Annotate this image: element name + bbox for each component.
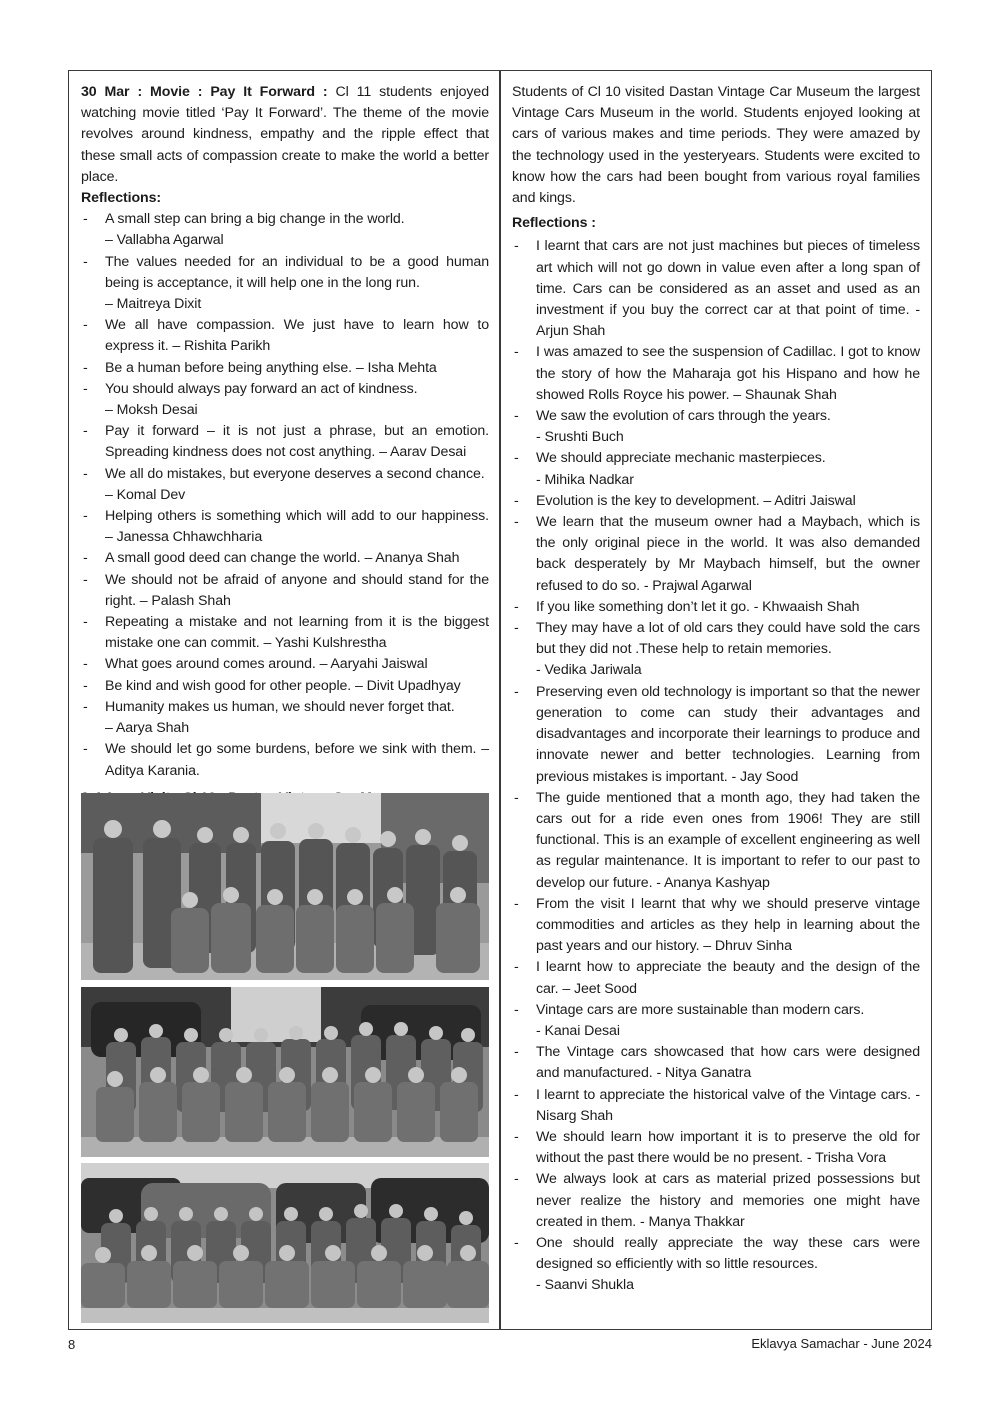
- reflection-text: Vintage cars are more sustainable than modern cars.: [536, 1001, 865, 1018]
- left-column: [81, 82, 489, 813]
- reflection-item: [81, 548, 489, 569]
- reflection-author: – Aarav Desai: [379, 444, 467, 461]
- reflection-text: You should always pay forward an act of kindness.: [105, 380, 418, 397]
- reflection-item: [512, 957, 920, 999]
- reflection-item: [512, 342, 920, 406]
- reflection-item: [512, 1085, 920, 1127]
- bullet-dash: -: [514, 1044, 519, 1061]
- reflection-author: - Jay Sood: [731, 768, 799, 785]
- reflection-text: Helping others is something which will add to our happiness.: [105, 508, 489, 525]
- bullet-dash: -: [83, 571, 88, 588]
- reflection-item: [81, 421, 489, 463]
- reflection-text: One should really appreciate the way these cars were designed so efficiently with so little resources.: [536, 1234, 920, 1273]
- reflection-item: [81, 464, 489, 506]
- reflection-item: [512, 448, 920, 490]
- reflection-author: - Saanvi Shukla: [536, 1277, 634, 1294]
- reflection-item: [81, 612, 489, 654]
- bullet-dash: -: [514, 344, 519, 361]
- reflection-text: The values needed for an individual to be a good human being is acceptance, it will help one in the long run.: [105, 253, 489, 291]
- museum-intro: Students of Cl 10 visited Dastan Vintage Car Museum the largest Vintage Cars Museum in the world. Students enjoyed looking at cars of various makes and time periods. They were amazed by the technology used in the yesteryears. Students were excited to know how the cars had been bought from various royal families and kings.: [512, 84, 920, 207]
- bullet-dash: -: [83, 253, 88, 270]
- bullet-dash: -: [514, 683, 519, 700]
- bullet-dash: -: [83, 423, 88, 440]
- bullet-dash: -: [83, 656, 88, 673]
- reflection-text: I learnt to appreciate the historical valve of the Vintage cars.: [536, 1086, 911, 1103]
- movie-intro: [81, 82, 489, 188]
- movie-title: 30 Mar : Movie : Pay It Forward :: [81, 84, 328, 100]
- reflection-author: - Khwaaish Shah: [753, 598, 860, 615]
- museum-reflections-label: Reflections :: [512, 215, 596, 232]
- reflection-text: We should let go some burdens, before we sink with them. –: [105, 741, 489, 758]
- reflection-author: - Arjun Shah: [536, 302, 920, 340]
- reflection-author: - Manya Thakkar: [639, 1213, 745, 1230]
- reflection-text: We should appreciate mechanic masterpieces.: [536, 450, 826, 467]
- reflection-item: [81, 697, 489, 739]
- reflection-item: [512, 682, 920, 788]
- bullet-dash: -: [514, 238, 519, 255]
- reflection-item: [81, 506, 489, 548]
- reflection-author: – Maitreya Dixit: [105, 296, 202, 313]
- reflection-text: We should not be afraid of anyone and should stand for the right.: [105, 571, 489, 609]
- reflection-text: We always look at cars as material prized possessions but never realize the history and memories one might have created in them.: [536, 1171, 920, 1230]
- movie-intro-text: Cl 11 students enjoyed watching movie titled ‘Pay It Forward’. The theme of the movie revolves around kindness, empathy and the ripple effect that these small acts of compassion create to make the world a better place.: [81, 84, 489, 185]
- movie-reflections-list: [81, 209, 489, 781]
- reflection-author: – Yashi Kulshrestha: [263, 635, 387, 652]
- right-column: [512, 82, 920, 1297]
- reflection-author: - Prajwal Agarwal: [643, 577, 752, 594]
- reflection-text: We all have compassion. We just have to learn how to express it.: [105, 317, 489, 355]
- bullet-dash: -: [83, 614, 88, 631]
- reflection-item: [512, 406, 920, 448]
- bullet-dash: -: [514, 450, 519, 467]
- reflection-author: - Srushti Buch: [536, 429, 624, 446]
- bullet-dash: -: [83, 677, 88, 694]
- reflection-item: [81, 676, 489, 697]
- reflection-author: – Isha Mehta: [355, 359, 437, 376]
- reflection-text: Be kind and wish good for other people.: [105, 677, 352, 694]
- reflection-text: They may have a lot of old cars they could have sold the cars but they did not .These help to retain memories.: [536, 620, 920, 658]
- reflection-author: - Kanai Desai: [536, 1022, 620, 1039]
- reflection-text: A small good deed can change the world.: [105, 550, 361, 567]
- reflection-text: Pay it forward – it is not just a phrase, but an emotion. Spreading kindness does not cost anything.: [105, 423, 489, 461]
- reflection-text: I learnt that cars are not just machines but pieces of timeless art which will not go down in value even after a long span of time. Cars can be considered as an asset and used as an investment if you buy the correct car at that point of time.: [536, 238, 920, 319]
- reflection-author: – Jeet Sood: [562, 980, 637, 997]
- reflection-text: We all do mistakes, but everyone deserves a second chance.: [105, 465, 485, 482]
- reflection-author: – Moksh Desai: [105, 402, 198, 419]
- reflection-text: The Vintage cars showcased that how cars were designed and manufactured.: [536, 1044, 920, 1082]
- bullet-dash: -: [514, 959, 519, 976]
- photo-group-seated-cars: [81, 1163, 489, 1323]
- column-divider: [499, 70, 501, 1330]
- reflection-text: From the visit I learnt that why we should preserve vintage commodities and articles as they help in learning about the past years and our history.: [536, 895, 920, 955]
- reflection-item: [81, 252, 489, 316]
- reflection-item: [512, 236, 920, 342]
- reflection-author: - Trisha Vora: [806, 1150, 886, 1167]
- reflection-item: [512, 1169, 920, 1233]
- reflection-author: – Vallabha Agarwal: [105, 232, 224, 249]
- reflection-author: – Divit Upadhyay: [354, 677, 461, 694]
- bullet-dash: -: [514, 789, 519, 806]
- photo-group-vintage-cars: [81, 987, 489, 1157]
- reflection-item: [512, 1000, 920, 1042]
- bullet-dash: -: [83, 508, 88, 525]
- reflection-author: – Rishita Parikh: [172, 338, 271, 355]
- reflection-text: What goes around comes around.: [105, 656, 316, 673]
- reflection-item: [512, 512, 920, 597]
- bullet-dash: -: [514, 598, 519, 615]
- museum-reflections-list: [512, 236, 920, 1296]
- reflection-text: I learnt how to appreciate the beauty and the design of the car.: [536, 959, 920, 997]
- bullet-dash: -: [514, 514, 519, 531]
- reflection-author: - Nitya Ganatra: [656, 1065, 752, 1082]
- bullet-dash: -: [514, 895, 519, 912]
- reflection-item: [512, 1233, 920, 1297]
- bullet-dash: -: [83, 741, 88, 758]
- reflection-author: – Aarya Shah: [105, 720, 189, 737]
- reflection-item: [81, 739, 489, 781]
- reflection-text: A small step can bring a big change in the world.: [105, 211, 405, 228]
- bullet-dash: -: [514, 1086, 519, 1103]
- reflection-text: Humanity makes us human, we should never forget that.: [105, 698, 455, 715]
- reflection-item: [512, 618, 920, 682]
- reflection-author: - Nisarg Shah: [536, 1086, 920, 1124]
- bullet-dash: -: [83, 465, 88, 482]
- reflection-author: - Mihika Nadkar: [536, 471, 634, 488]
- bullet-dash: -: [514, 620, 519, 637]
- reflection-item: [81, 379, 489, 421]
- bullet-dash: -: [83, 317, 88, 334]
- reflection-item: [512, 491, 920, 512]
- bullet-dash: -: [83, 359, 88, 376]
- page-number: 8: [68, 1337, 76, 1352]
- bullet-dash: -: [514, 408, 519, 425]
- bullet-dash: -: [514, 1128, 519, 1145]
- reflection-author: – Aaryahi Jaiswal: [319, 656, 428, 673]
- reflection-author: – Aditri Jaiswal: [763, 492, 856, 509]
- reflection-item: [512, 1042, 920, 1084]
- movie-reflections-label: Reflections:: [81, 190, 161, 207]
- photo-group-outdoors: [81, 793, 489, 980]
- reflection-author: - Ananya Kashyap: [656, 874, 770, 891]
- reflection-text: We saw the evolution of cars through the years.: [536, 408, 831, 425]
- reflection-item: [81, 315, 489, 357]
- reflection-author: – Janessa Chhawchharia: [105, 529, 263, 546]
- reflection-text: If you like something don’t let it go.: [536, 598, 750, 615]
- reflection-author: - Vedika Jariwala: [536, 662, 642, 679]
- bullet-dash: -: [514, 492, 519, 509]
- bullet-dash: -: [83, 380, 88, 397]
- reflection-text: We should learn how important it is to preserve the old for without the past there would be no present.: [536, 1128, 920, 1167]
- reflection-author: – Shaunak Shah: [733, 386, 837, 403]
- reflection-text: The guide mentioned that a month ago, they had taken the cars out for a ride even ones from 1906! They are still functional. This is an example of excellent engineering as well as regular maintenance. It is important to refer to our past to develop our future.: [536, 789, 920, 891]
- reflection-author: Aditya Karania.: [105, 762, 200, 779]
- reflection-text: We learn that the museum owner had a Maybach, which is the only original piece in the world. It was also demanded back desperately by Mr Maybach himself, but the owner refused to do so.: [536, 514, 920, 594]
- reflection-text: Be a human before being anything else.: [105, 359, 353, 376]
- reflection-item: [512, 1127, 920, 1169]
- bullet-dash: -: [83, 698, 88, 715]
- reflection-author: – Ananya Shah: [364, 550, 460, 567]
- reflection-text: Preserving even old technology is important so that the newer generation to come can study their advantages and disadvantages and incorporate their learnings to produce and innovate newer and better technologies. Learning from previous mistakes is important.: [536, 683, 920, 785]
- publication-title: Eklavya Samachar - June 2024: [751, 1336, 932, 1351]
- reflection-author: – Dhruv Sinha: [703, 938, 792, 955]
- reflection-item: [512, 894, 920, 958]
- reflection-item: [512, 597, 920, 618]
- bullet-dash: -: [83, 211, 88, 228]
- reflection-item: [81, 209, 489, 251]
- bullet-dash: -: [83, 550, 88, 567]
- reflection-text: Repeating a mistake and not learning from it is the biggest mistake one can commit.: [105, 614, 489, 652]
- reflection-author: – Palash Shah: [139, 592, 231, 609]
- reflection-author: – Komal Dev: [105, 486, 186, 503]
- bullet-dash: -: [514, 1234, 519, 1251]
- reflection-item: [81, 358, 489, 379]
- reflection-text: I was amazed to see the suspension of Cadillac. I got to know the story of how the Maharaja got his Hispano and how he showed Rolls Royce his power.: [536, 344, 920, 403]
- reflection-item: [512, 788, 920, 894]
- reflection-text: Evolution is the key to development.: [536, 492, 760, 509]
- reflection-item: [81, 654, 489, 675]
- bullet-dash: -: [514, 1001, 519, 1018]
- reflection-item: [81, 570, 489, 612]
- bullet-dash: -: [514, 1171, 519, 1188]
